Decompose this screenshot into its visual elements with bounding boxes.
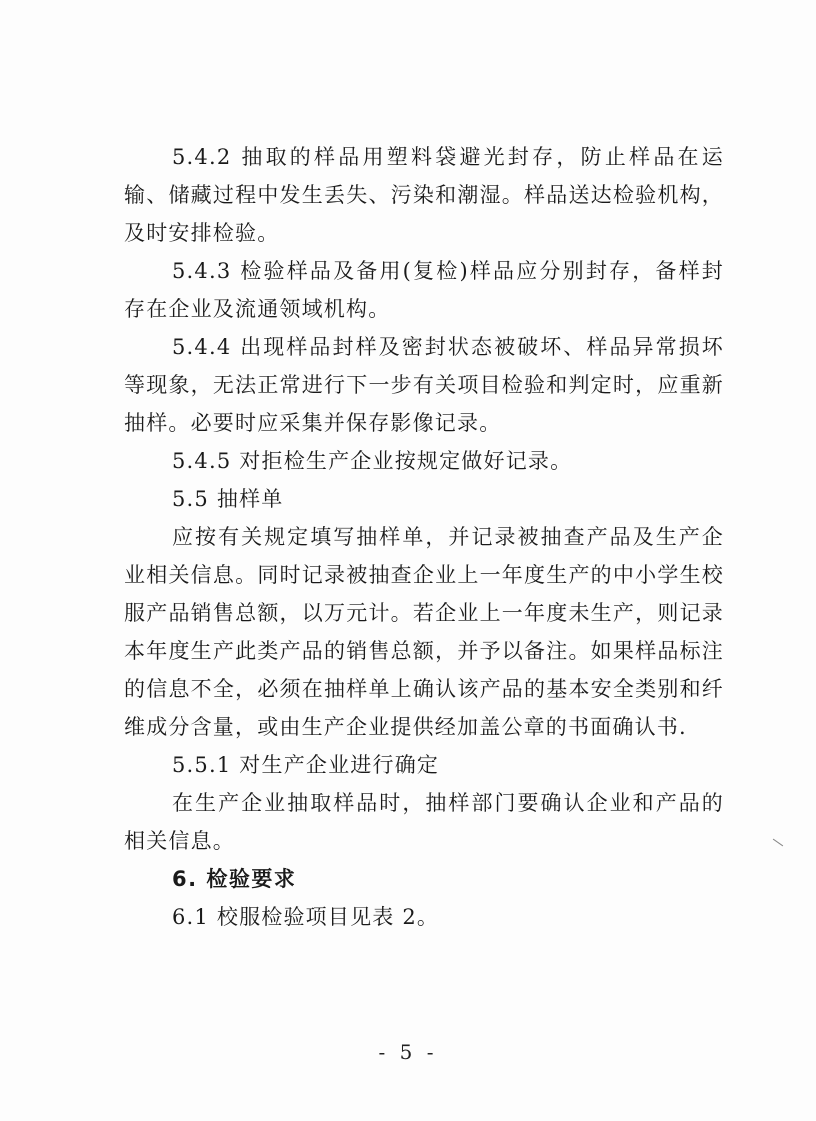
page-number: - 5 - (378, 1040, 438, 1064)
section-5-5-title: 5.5 抽样单 (172, 487, 284, 511)
paragraph-5-5-1-body: 在生产企业抽取样品时，抽样部门要确认企业和产品的相关信息。 (124, 791, 724, 853)
scan-artifact (773, 839, 783, 847)
document-body (124, 138, 724, 936)
section-5-5-1-title: 5.5.1 对生产企业进行确定 (172, 753, 440, 777)
paragraph-5-4-3: 5.4.3 检验样品及备用(复检)样品应分别封存，备样封存在企业及流通领域机构。 (124, 259, 724, 321)
paragraph-6-1: 6.1 校服检验项目见表 2。 (172, 905, 440, 929)
paragraph-5-4-2: 5.4.2 抽取的样品用塑料袋避光封存，防止样品在运输、储藏过程中发生丢失、污染和潮湿。样品送达检验机构，及时安排检验。 (124, 145, 724, 245)
section-6-heading: 6. 检验要求 (172, 867, 297, 891)
paragraph-5-5-body: 应按有关规定填写抽样单，并记录被抽查产品及生产企业相关信息。同时记录被抽查企业上一年度生产的中小学生校服产品销售总额，以万元计。若企业上一年度未生产，则记录本年度生产此类产品的销售总额，并予以备注。如果样品标注的信息不全，必须在抽样单上确认该产品的基本安全类别和纤维成分含量，或由生产企业提供经加盖公章的书面确认书. (124, 525, 724, 739)
paragraph-5-4-5: 5.4.5 对拒检生产企业按规定做好记录。 (172, 449, 573, 473)
paragraph-5-4-4: 5.4.4 出现样品封样及密封状态被破坏、样品异常损坏等现象，无法正常进行下一步有关项目检验和判定时，应重新抽样。必要时应采集并保存影像记录。 (124, 335, 724, 435)
